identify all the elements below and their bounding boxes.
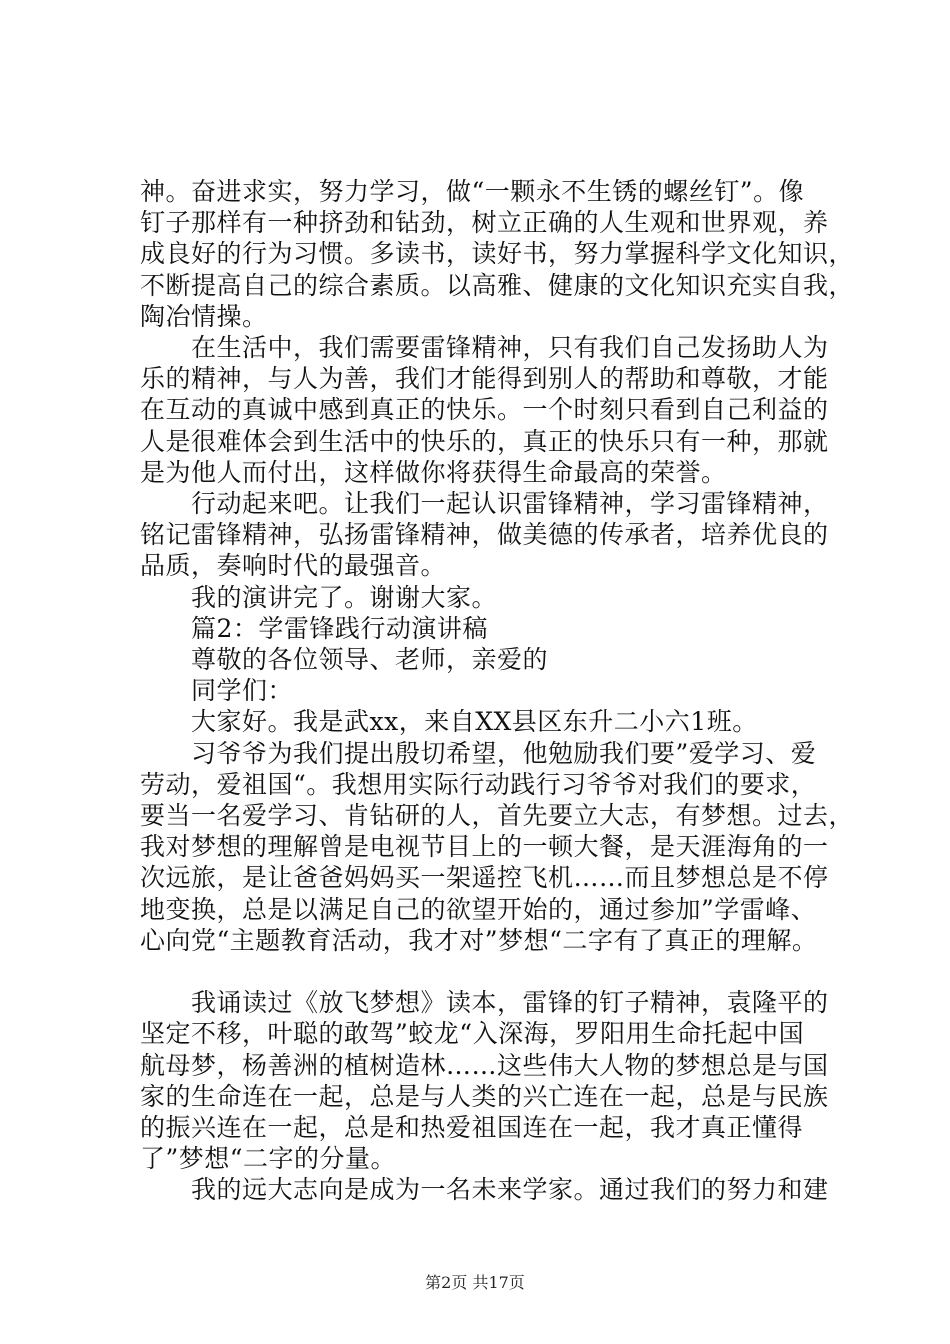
- page-number-footer: 第2页 共17页: [425, 1273, 525, 1292]
- text-line: 品质，奏响时代的最强音。: [140, 551, 447, 581]
- text-line: 成良好的行为习惯。多读书，读好书，努力掌握科学文化知识，: [140, 239, 855, 269]
- text-line: 航母梦，杨善洲的植树造林……这些伟大人物的梦想总是与国: [140, 1050, 829, 1080]
- text-line: 尊敬的各位领导、老师，亲爱的: [140, 645, 549, 674]
- text-line: 家的生命连在一起，总是与人类的兴亡连在一起，总是与民族: [140, 1081, 829, 1111]
- text-line: 坚定不移，叶聪的敢驾”蛟龙“入深海，罗阳用生命托起中国: [140, 1019, 805, 1049]
- text-line: 同学们：: [140, 676, 294, 706]
- text-line: 我对梦想的理解曾是电视节目上的一顿大餐，是天涯海角的一: [140, 832, 829, 862]
- text-line: 我的远大志向是成为一名未来学家。通过我们的努力和建: [140, 1175, 829, 1205]
- text-line: 的振兴连在一起，总是和热爱祖国连在一起，我才真正懂得: [140, 1113, 804, 1142]
- text-line: 大家好。我是武xx，来自XX县区东升二小六1班。: [140, 707, 758, 737]
- text-line: 神。奋进求实，努力学习，做“一颗永不生锈的螺丝钉”。像: [140, 177, 805, 206]
- text-line: 人是很难体会到生活中的快乐的，真正的快乐只有一种，那就: [140, 426, 829, 456]
- text-line: 了”梦想“二字的分量。: [140, 1144, 397, 1174]
- text-line: 陶冶情操。: [140, 301, 268, 331]
- text-line: 我的演讲完了。谢谢大家。: [140, 582, 498, 612]
- text-line: 行动起来吧。让我们一起认识雷锋精神，学习雷锋精神，: [140, 489, 829, 518]
- text-line: 不断提高自己的综合素质。以高雅、健康的文化知识充实自我，: [140, 270, 855, 300]
- text-line: 我诵读过《放飞梦想》读本，雷锋的钉子精神，袁隆平的: [140, 988, 829, 1018]
- text-line: 要当一名爱学习、肯钻研的人，首先要立大志，有梦想。过去，: [140, 801, 855, 830]
- text-line: 习爷爷为我们提出殷切希望，他勉励我们要”爱学习、爱: [140, 738, 817, 768]
- text-line: 在生活中，我们需要雷锋精神，只有我们自己发扬助人为: [140, 333, 829, 362]
- text-line: 次远旅，是让爸爸妈妈买一架遥控飞机……而且梦想总是不停: [140, 863, 829, 893]
- text-line: 劳动，爱祖国“。我想用实际行动践行习爷爷对我们的要求，: [140, 769, 817, 799]
- text-line: 铭记雷锋精神，弘扬雷锋精神，做美德的传承者，培养优良的: [140, 520, 829, 550]
- text-line: 在互动的真诚中感到真正的快乐。一个时刻只看到自己利益的: [140, 395, 829, 425]
- text-line: 地变换，总是以满足自己的欲望开始的，通过参加”学雷峰、: [140, 894, 817, 924]
- text-line: 乐的精神，与人为善，我们才能得到别人的帮助和尊敬，才能: [140, 364, 829, 394]
- section-heading: 篇2：学雷锋践行动演讲稿: [140, 613, 488, 643]
- text-line: 是为他人而付出，这样做你将获得生命最高的荣誉。: [140, 457, 727, 487]
- text-line: 心向党“主题教育活动，我才对”梦想“二字有了真正的理解。: [140, 925, 818, 955]
- text-line: 钉子那样有一种挤劲和钻劲，树立正确的人生观和世界观，养: [140, 208, 829, 238]
